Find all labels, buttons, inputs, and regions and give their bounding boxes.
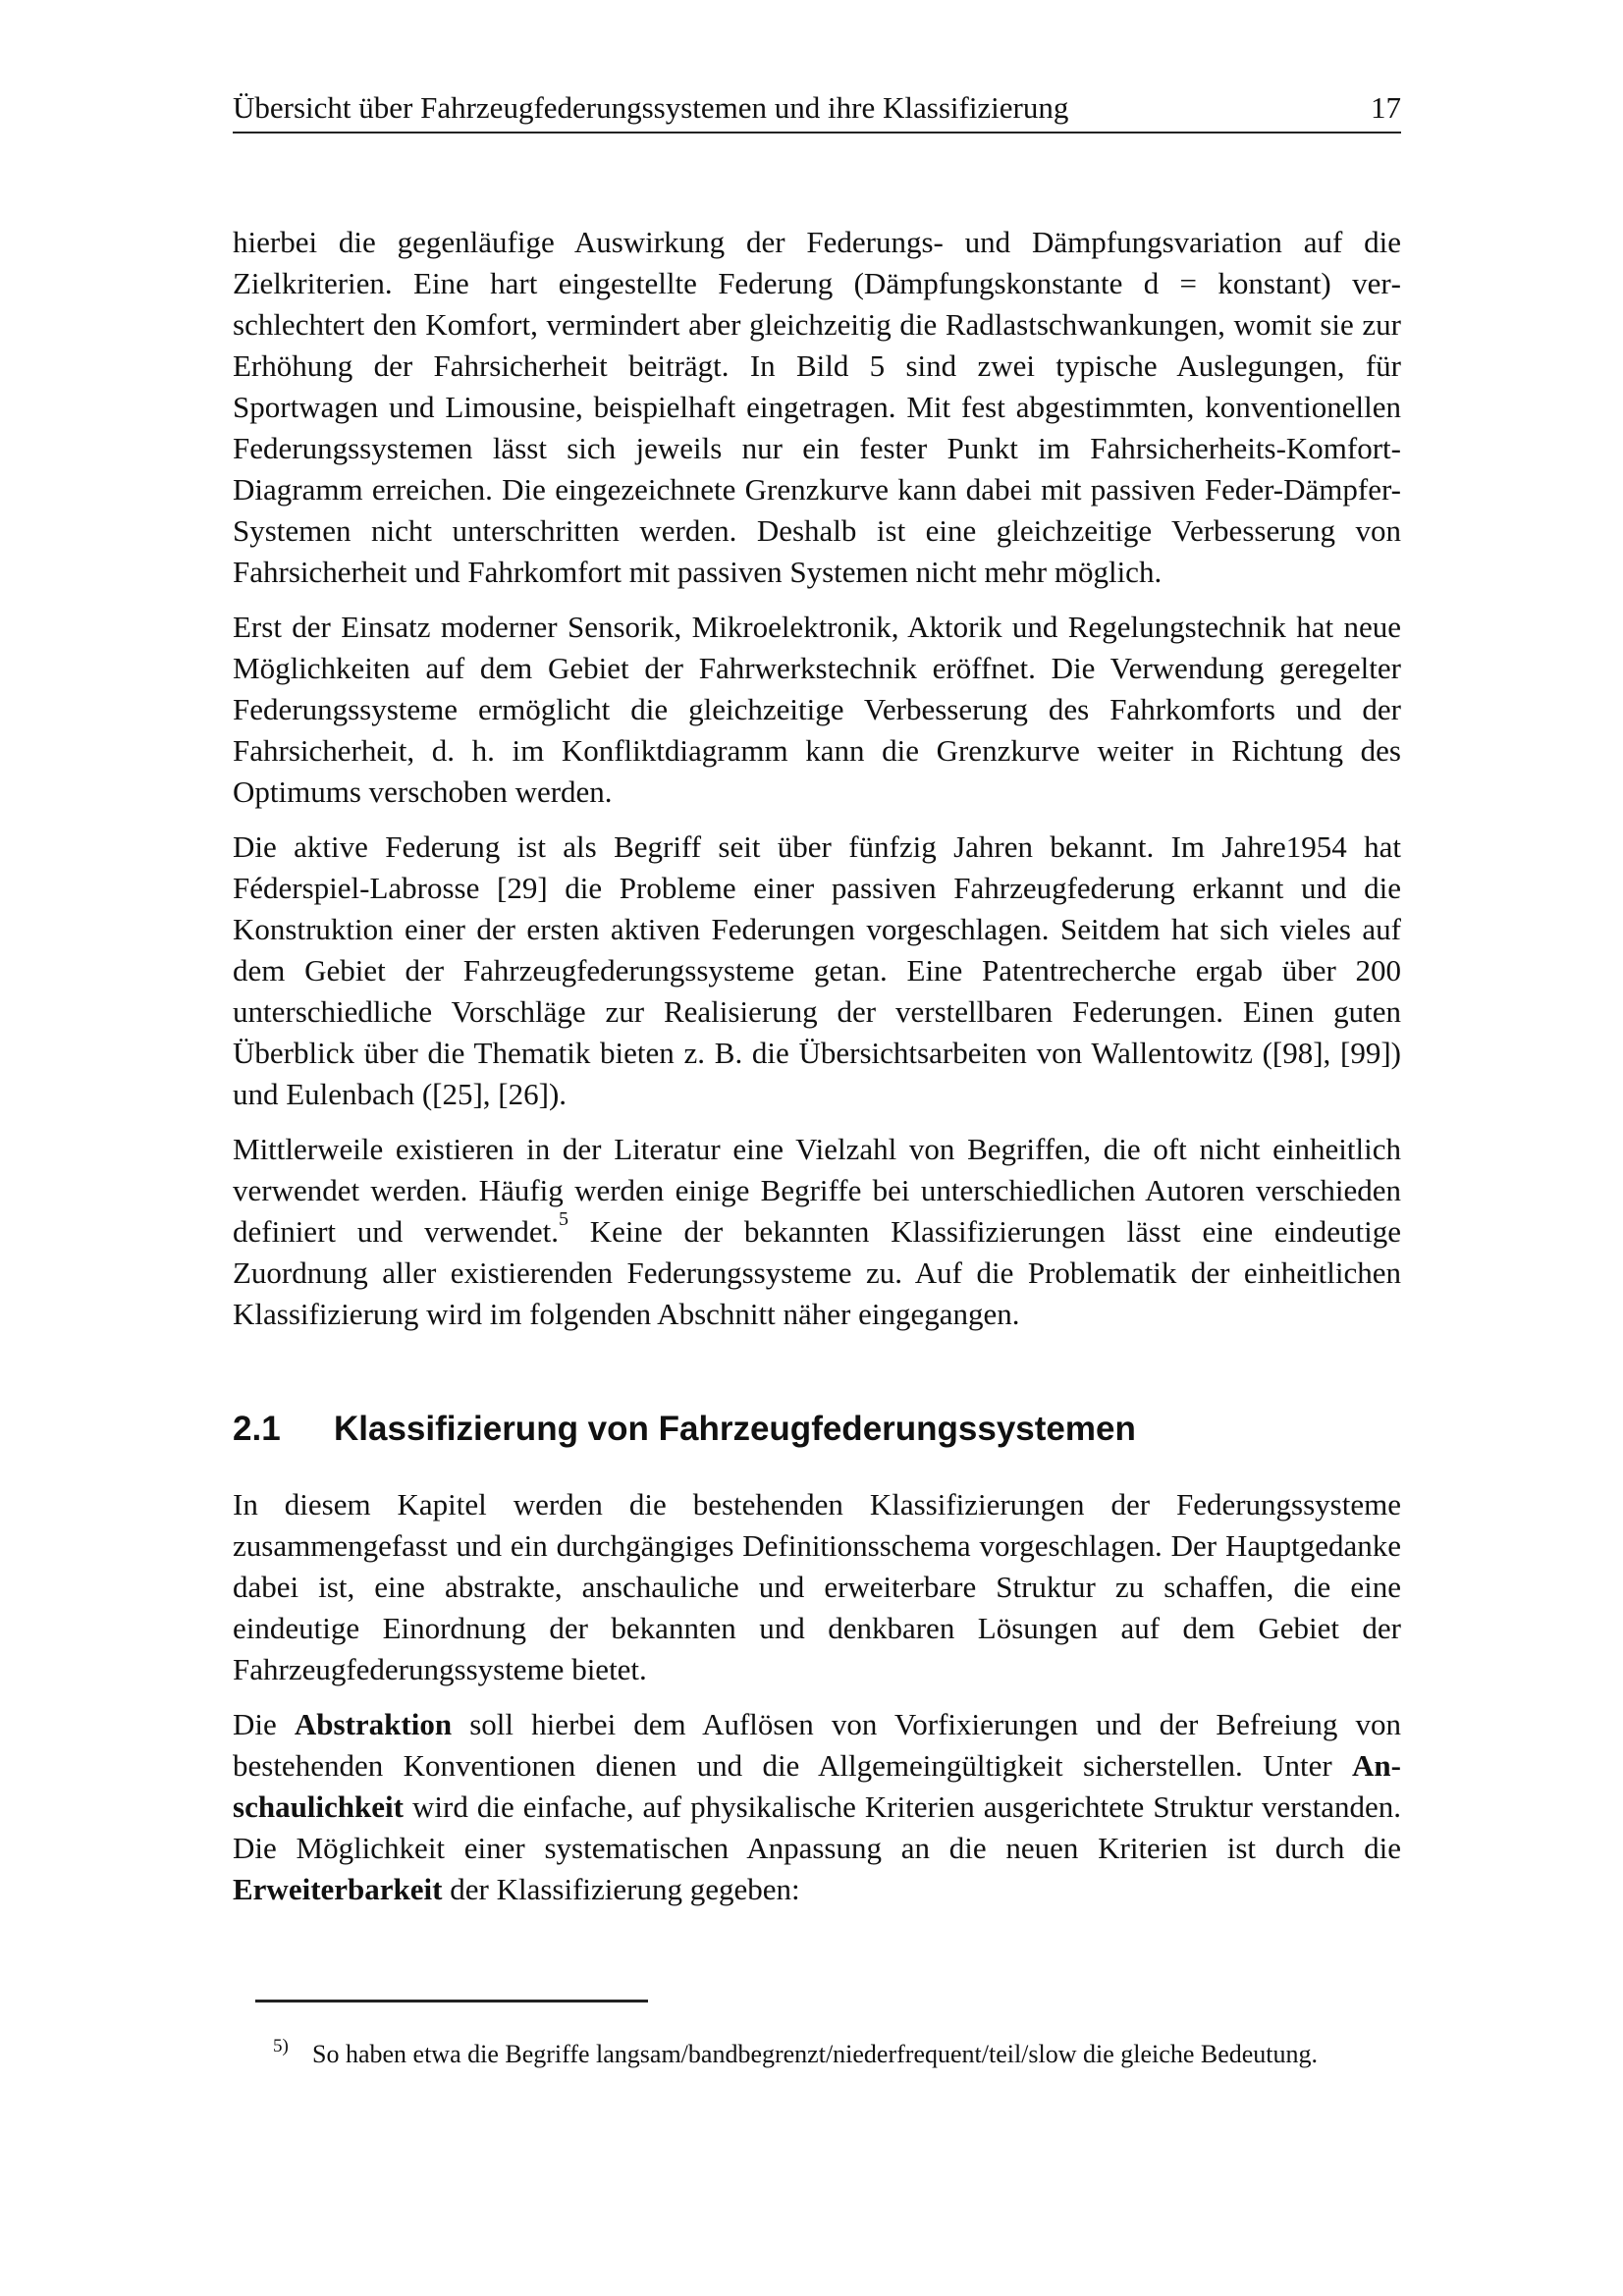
paragraph-active-suspension-history: Die aktive Federung ist als Begriff seit über fünfzig Jahren bekannt. Im Jahre1954 hat Féderspiel-Labrosse [29] die Probleme einer passiven Fahrzeugfederung erkannt und die Konstruktion einer der ersten aktiven Federungen vorgeschlagen. Seitdem hat sich vieles auf dem Gebiet der Fahrzeugfederungssysteme getan. Eine Patentrecherche ergab über 200 unterschiedliche Vorschläge zur Realisierung der verstellbaren Federungen. Einen guten Überblick über die Thematik bieten z. B. die Übersichtsarbeiten von Wallentowitz ([98], [99]) und Eulenbach ([25], [26]). [233, 829, 1401, 1111]
paragraph-terminology-part2: Keine der bekannten Klassifizierungen lässt eine eindeutige Zuordnung aller existierenden Federungssysteme zu. Auf die Problematik der einheitlichen Klassifizierung wird im folgenden Abschnitt näher eingegangen. [233, 1214, 1401, 1331]
paragraph-modern-technology: Erst der Einsatz moderner Sensorik, Mikroelektronik, Aktorik und Regelungstechnik hat neue Möglichkeiten auf dem Gebiet der Fahrwerkstechnik eröffnet. Die Verwendung geregelter Federungssysteme ermöglicht die gleichzeitige Verbesserung des Fahrkomforts und der Fahrsicherheit, d. h. im Konfliktdiagramm kann die Grenzkurve weiter in Richtung des Optimums verschoben werden. [233, 610, 1401, 809]
paragraph-chapter-overview: In diesem Kapitel werden die bestehenden Klassifizierungen der Federungssysteme zusammengefasst und ein durchgängiges Definitionsschema vorgeschlagen. Der Hauptgedanke dabei ist, eine abstrakte, anschauliche und erweiterbare Struktur zu schaffen, die eine eindeutige Einordnung der bekannten und denkbaren Lösungen auf dem Gebiet der Fahrzeugfederungssysteme bietet. [233, 1487, 1401, 1686]
footnote-reference: 5 [558, 1207, 568, 1230]
paragraph-classification-criteria [233, 1704, 1401, 1910]
term-abstraktion: Abstraktion [294, 1707, 453, 1741]
criteria-text-4: der Klassifizierung gegeben: [442, 1872, 800, 1906]
footnote [273, 2037, 1363, 2072]
main-text [233, 222, 1401, 1924]
criteria-text-1: Die [233, 1707, 295, 1741]
section-heading [233, 1408, 1401, 1451]
paragraph-terminology [233, 1129, 1401, 1335]
running-header [233, 88, 1401, 133]
page-number: 17 [1371, 90, 1401, 125]
section-number: 2.1 [233, 1410, 281, 1448]
footnote-text: So haben etwa die Begriffe langsam/bandbegrenzt/niederfrequent/teil/slow die gleiche Bedeutung. [312, 2040, 1319, 2068]
footnote-mark: 5) [273, 2036, 289, 2056]
section-title: Klassifizierung von Fahrzeugfederungssystemen [334, 1410, 1136, 1448]
paragraph-intro-conflict: hierbei die gegenläufige Auswirkung der Federungs- und Dämpfungsvariation auf die Zielkriterien. Eine hart eingestellte Federung (Dämpfungskonstante d = konstant) verschlechtert den Komfort, vermindert aber gleichzeitig die Radlastschwankungen, womit sie zur Erhöhung der Fahrsicherheit beiträgt. In Bild 5 sind zwei typische Auslegungen, für Sportwagen und Limousine, beispielhaft eingetragen. Mit fest abgestimmten, konventionellen Federungssystemen lässt sich jeweils nur ein fester Punkt im Fahrsicherheits-Komfort-Diagramm erreichen. Die eingezeichnete Grenzkurve kann dabei mit passiven Feder-Dämpfer-Systemen nicht unterschritten werden. Deshalb ist eine gleichzeitige Verbesserung von Fahrsicherheit und Fahrkomfort mit passiven Systemen nicht mehr möglich. [233, 225, 1401, 589]
footnote-separator [255, 2000, 648, 2002]
term-anschaulichkeit: Anschaulichkeit [233, 1748, 1401, 1824]
term-erweiterbarkeit: Erweiterbarkeit [233, 1872, 443, 1906]
criteria-text-2: soll hierbei dem Auflösen von Vorfixierungen und der Befreiung von bestehenden Konventionen dienen und die Allgemeingültigkeit sicherstellen. Unter [233, 1707, 1402, 1783]
criteria-text-3: wird die einfache, auf physikalische Kriterien ausgerichtete Struktur verstanden. Die Möglichkeit einer systematischen Anpassung an die neuen Kriterien ist durch die [233, 1789, 1401, 1865]
running-header-title: Übersicht über Fahrzeugfederungssystemen und ihre Klassifizierung [233, 90, 1069, 125]
paragraph-terminology-part1: Mittlerweile existieren in der Literatur eine Vielzahl von Begriffen, die oft nicht einheitlich verwendet werden. Häufig werden einige Begriffe bei unterschiedlichen Autoren verschieden definiert und verwendet. [233, 1132, 1401, 1249]
